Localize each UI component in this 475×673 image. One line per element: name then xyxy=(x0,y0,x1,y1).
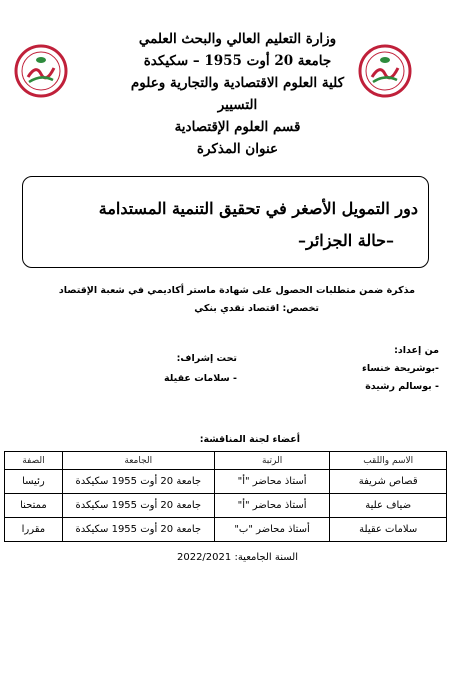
member-rank: أستاذ محاضر "ب" xyxy=(214,518,330,542)
member-name: ضياف علية xyxy=(330,494,447,518)
member-rank: أستاذ محاضر "أ" xyxy=(214,494,330,518)
academic-year: السنة الجامعية: 2022/2021 xyxy=(176,552,299,563)
faculty-name: كلية العلوم الاقتصادية والتجارية وعلوم التسيير xyxy=(130,75,345,113)
university-logo-right xyxy=(358,44,412,98)
column-header: الرتبة xyxy=(214,452,330,470)
specialization: تخصص: اقتصاد نقدي بنكي xyxy=(194,303,319,314)
degree-description: مذكرة ضمن متطلبات الحصول على شهادة ماستر أكاديمي في شعبة الإقتصاد xyxy=(58,285,415,296)
committee-table xyxy=(4,451,447,542)
member-role: مقررا xyxy=(5,518,63,542)
member-role: ممتحنا xyxy=(5,494,63,518)
thesis-heading: عنوان المذكرة xyxy=(196,141,279,157)
member-name: قصاص شريفة xyxy=(330,470,447,494)
table-row xyxy=(5,518,447,542)
thesis-title-box xyxy=(22,176,429,268)
column-header: الجامعة xyxy=(62,452,214,470)
university-name: جامعة 20 أوت 1955 – سكيكدة xyxy=(143,53,332,69)
column-header: الاسم واللقب xyxy=(330,452,447,470)
table-header-row xyxy=(5,452,447,470)
author-name: -بوشريحة خنساء xyxy=(361,363,439,374)
member-university: جامعة 20 أوت 1955 سكيكدة xyxy=(62,518,214,542)
thesis-title: دور التمويل الأصغر في تحقيق التنمية المستدامة xyxy=(98,199,418,218)
thesis-subtitle: –حالة الجزائر– xyxy=(298,231,394,250)
supervisor-label: تحت إشراف: xyxy=(176,353,237,364)
supervisor-name: - سلامات عقيلة xyxy=(164,373,237,384)
column-header: الصفة xyxy=(5,452,63,470)
table-row xyxy=(5,494,447,518)
authors-label: من إعداد: xyxy=(394,345,439,356)
department-name: قسم العلوم الإقتصادية xyxy=(174,119,301,135)
member-university: جامعة 20 أوت 1955 سكيكدة xyxy=(62,470,214,494)
university-logo-left xyxy=(14,44,68,98)
member-name: سلامات عقيلة xyxy=(330,518,447,542)
committee-label: أعضاء لجنة المناقشة: xyxy=(199,434,300,445)
member-university: جامعة 20 أوت 1955 سكيكدة xyxy=(62,494,214,518)
ministry-name: وزارة التعليم العالي والبحث العلمي xyxy=(138,31,337,47)
table-row xyxy=(5,470,447,494)
institution-header xyxy=(120,28,355,160)
member-role: رئيسا xyxy=(5,470,63,494)
member-rank: أستاذ محاضر "أ" xyxy=(214,470,330,494)
author-name: - بوسالم رشيدة xyxy=(365,381,439,392)
